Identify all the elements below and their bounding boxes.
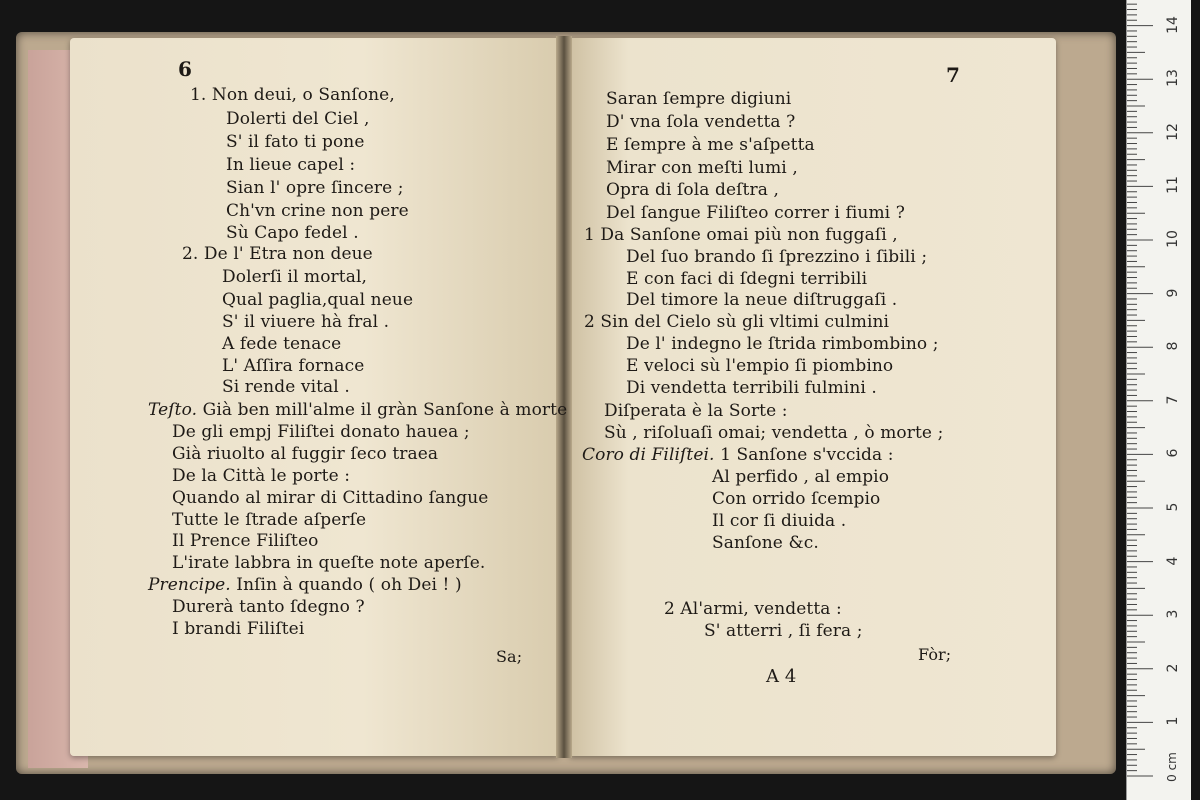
ruler-label: 13 <box>1165 69 1181 88</box>
verse-line: Sanſone &c. <box>712 533 819 553</box>
ruler-label: 10 <box>1165 230 1181 248</box>
verse-line: De la Città le porte : <box>172 466 351 486</box>
verse-line: Qual paglia,qual neue <box>222 290 414 310</box>
verse-line: E con faci di ſdegni terribili <box>626 269 868 289</box>
verse-line: Coro di Filiſtei. 1 Sanſone s'vccida : <box>582 445 894 465</box>
verse-line: Saran ſempre digiuni <box>606 89 792 109</box>
verse-line: Prencipe. Inſin à quando ( oh Dei ! ) <box>148 575 462 595</box>
ruler-label: 6 <box>1165 448 1181 458</box>
verse-line: Sù , riſoluaſi omai; vendetta , ò morte ; <box>604 423 944 443</box>
right-catchword: Fòr; <box>918 645 952 664</box>
verse-line: Si rende vital . <box>222 377 350 397</box>
verse-line: Diſperata è la Sorte : <box>604 401 788 421</box>
verse-line: Al perfido , al empio <box>712 467 890 487</box>
left-catchword: Sa; <box>496 647 523 666</box>
left-page-number: 6 <box>178 57 193 81</box>
verse-line: Opra di ſola deſtra , <box>606 180 779 200</box>
verse-line: Del timore la neue diſtruggaſi . <box>626 290 898 310</box>
verse-line: Del ſuo brando ſi ſprezzino i ſibili ; <box>626 247 928 267</box>
verse-line: In lieue capel : <box>226 155 356 175</box>
verse-line: Il Prence Filiſteo <box>172 531 319 551</box>
verse-line: I brandi Filiſtei <box>172 619 305 639</box>
verse-line: Del ſangue Filiſteo correr i fiumi ? <box>606 203 905 223</box>
measuring-ruler <box>1126 0 1191 800</box>
ruler-label: 12 <box>1165 122 1181 141</box>
verse-line: L' Aſſira fornace <box>222 356 365 376</box>
verse-line: 1 Da Sanſone omai più non fuggaſi , <box>584 225 898 245</box>
verse-line: Dolerſi il mortal, <box>222 267 367 287</box>
verse-line: Teſto. Già ben mill'alme il gràn Sanſone à morte <box>148 400 568 420</box>
ruler-label: 5 <box>1165 502 1181 512</box>
verse-line: Tutte le ſtrade aſperſe <box>172 510 367 530</box>
verse-line: S' atterri , ſi fera ; <box>704 621 863 641</box>
verse-line: D' vna ſola vendetta ? <box>606 112 796 132</box>
verse-line: S' il fato ti pone <box>226 132 365 152</box>
verse-line: Di vendetta terribili fulmini . <box>626 378 877 398</box>
speaker-label: Coro di Filiſtei. <box>582 445 715 465</box>
verse-line: E veloci sù l'empio ſi piombino <box>626 356 894 376</box>
verse-line: Il cor ſi diuida . <box>712 511 847 531</box>
ruler-ticks <box>1127 0 1191 800</box>
right-page-number: 7 <box>946 63 961 87</box>
verse-line: Quando al mirar di Cittadino ſangue <box>172 488 489 508</box>
ruler-label: 14 <box>1165 15 1181 34</box>
verse-line: Con orrido ſcempio <box>712 489 881 509</box>
ruler-label: 8 <box>1165 341 1181 351</box>
verse-line: L'irate labbra in queſte note aperſe. <box>172 553 486 573</box>
ruler-label: 7 <box>1165 395 1181 405</box>
verse-line: 2. De l' Etra non deue <box>182 244 373 264</box>
ruler-label: 1 <box>1165 716 1181 726</box>
ruler-label: 3 <box>1165 609 1181 619</box>
verse-line: Sù Capo fedel . <box>226 223 359 243</box>
verse-line: 2 Sin del Cielo sù gli vltimi culmini <box>584 312 890 332</box>
verse-line: Durerà tanto ſdegno ? <box>172 597 365 617</box>
book-gutter <box>556 36 572 758</box>
verse-line: Mirar con meſti lumi , <box>606 158 798 178</box>
speaker-label: Teſto. <box>148 400 198 420</box>
verse-line: Dolerti del Ciel , <box>226 109 370 129</box>
verse-line: A fede tenace <box>222 334 342 354</box>
verse-line: Ch'vn crine non pere <box>226 201 409 221</box>
ruler-unit-label: 0 cm <box>1164 752 1179 782</box>
verse-line: Già riuolto al fuggir ſeco traea <box>172 444 439 464</box>
ruler-label: 2 <box>1165 663 1181 673</box>
verse-line: S' il viuere hà fral . <box>222 312 390 332</box>
verse-line: 2 Al'armi, vendetta : <box>664 599 842 619</box>
verse-line: De l' indegno le ſtrida rimbombino ; <box>626 334 939 354</box>
ruler-label: 11 <box>1165 176 1181 195</box>
verse-line: De gli empj Filiſtei donato hauea ; <box>172 422 470 442</box>
signature-mark: A 4 <box>766 666 797 687</box>
verse-line: Sian l' opre ſincere ; <box>226 178 404 198</box>
speaker-label: Prencipe. <box>148 575 231 595</box>
verse-line: E ſempre à me s'aſpetta <box>606 135 815 155</box>
ruler-label: 9 <box>1165 288 1181 298</box>
verse-line: 1. Non deui, o Sanſone, <box>190 85 395 105</box>
ruler-label: 4 <box>1165 556 1181 566</box>
